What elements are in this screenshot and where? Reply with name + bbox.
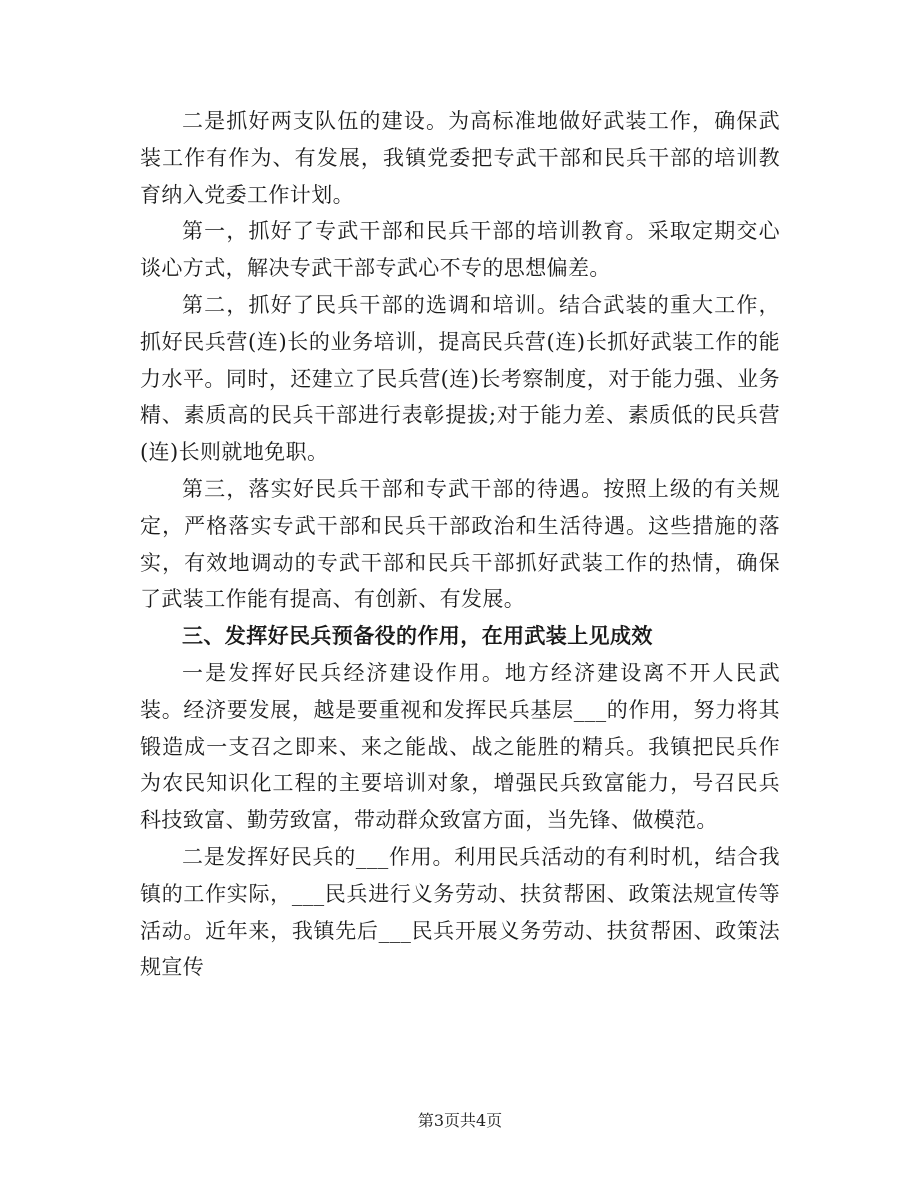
paragraph-two-teams: 二是抓好两支队伍的建设。为高标准地做好武装工作，确保武装工作有作为、有发展，我镇党委把专武干部和民兵干部的培训教育纳入党委工作计划。 <box>140 109 780 207</box>
document-body <box>140 103 780 986</box>
paragraph-third-treatment: 第三，落实好民兵干部和专武干部的待遇。按照上级的有关规定，严格落实专武干部和民兵干部政治和生活待遇。这些措施的落实，有效地调动的专武干部和民兵干部抓好武装工作的热情，确保了武装工作能有提高、有创新、有发展。 <box>140 476 780 612</box>
paragraph-first-training: 第一，抓好了专武干部和民兵干部的培训教育。采取定期交心谈心方式，解决专武干部专武心不专的思想偏差。 <box>140 219 780 281</box>
paragraph-second-selection: 第二，抓好了民兵干部的选调和培训。结合武装的重大工作，抓好民兵营(连)长的业务培训，提高民兵营(连)长抓好武装工作的能力水平。同时，还建立了民兵营(连)长考察制度，对于能力强、业务精、素质高的民兵干部进行表彰提拔;对于能力差、素质低的民兵营(连)长则就地免职。 <box>140 292 780 465</box>
page-number-footer: 第3页共4页 <box>417 1111 503 1130</box>
section-heading-three: 三、发挥好民兵预备役的作用，在用武装上见成效 <box>182 623 653 649</box>
paragraph-economic-role: 一是发挥好民兵经济建设作用。地方经济建设离不开人民武装。经济要发展，越是要重视和发挥民兵基层___的作用，努力将其锻造成一支召之即来、来之能战、战之能胜的精兵。我镇把民兵作为农民知识化工程的主要培训对象，增强民兵致富能力，号召民兵科技致富、勤劳致富，带动群众致富方面，当先锋、做模范。 <box>140 660 780 833</box>
paragraph-militia-activities: 二是发挥好民兵的___作用。利用民兵活动的有利时机，结合我镇的工作实际，___民兵进行义务劳动、扶贫帮困、政策法规宣传等活动。近年来，我镇先后___民兵开展义务劳动、扶贫帮困、政策法规宣传 <box>140 844 780 980</box>
